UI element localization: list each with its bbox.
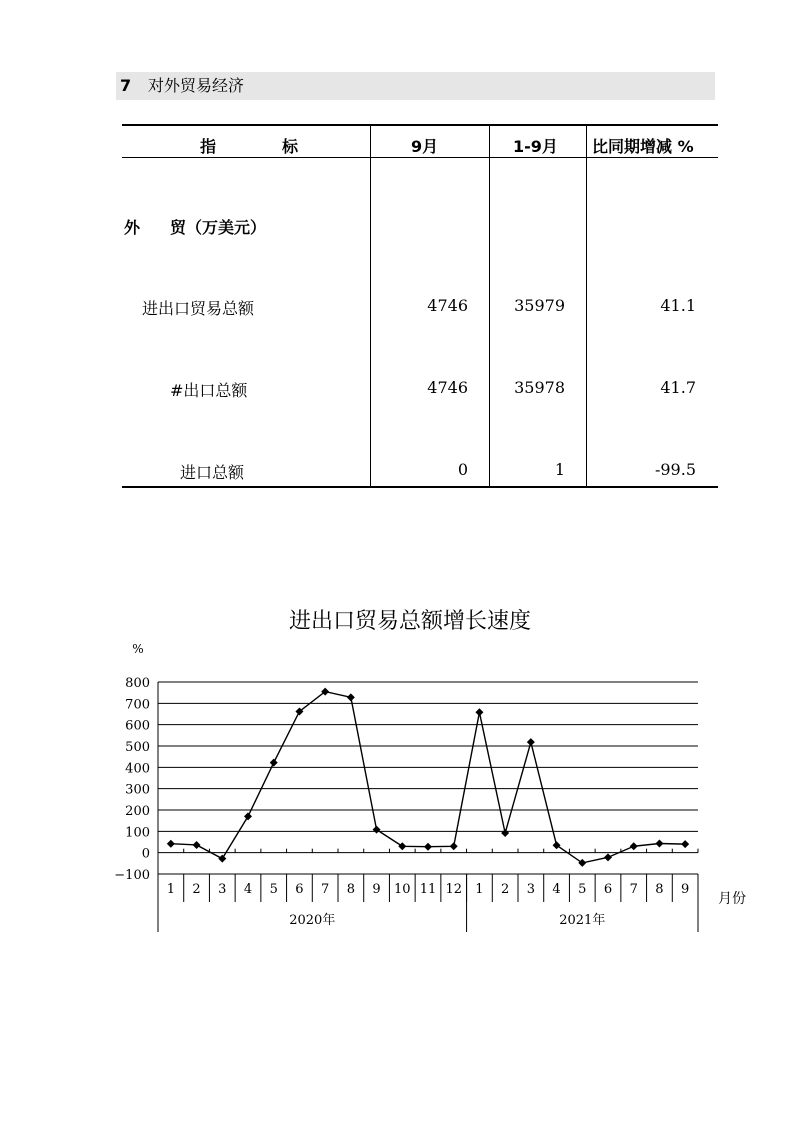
y-tick-label: 600 [125, 718, 150, 734]
x-tick-label: 3 [526, 882, 535, 897]
data-point [578, 859, 586, 867]
x-tick-label: 2 [501, 882, 510, 897]
y-tick-label: 700 [125, 697, 150, 713]
group-label-a: 外 [124, 218, 141, 237]
x-tick-label: 7 [321, 882, 330, 897]
data-point [604, 853, 612, 861]
y-tick-label: 200 [125, 804, 150, 819]
x-tick-label: 4 [243, 882, 253, 897]
chart-xlabel: 月份 [718, 891, 746, 907]
y-tick-label: 500 [125, 740, 150, 755]
x-tick-label: 3 [218, 882, 227, 897]
series-line [171, 692, 685, 863]
chart-ylabel: % [132, 642, 144, 656]
year-label: 2020年 [289, 913, 336, 928]
x-tick-label: 2 [192, 882, 201, 897]
x-tick-label: 9 [372, 882, 381, 897]
x-tick-label: 9 [681, 882, 690, 897]
x-tick-label: 10 [394, 882, 411, 897]
data-point [475, 708, 483, 716]
row-label: #出口总额 [170, 381, 248, 400]
y-tick-label: 100 [125, 825, 150, 841]
table-top-rule [122, 124, 718, 126]
row-ytd: 35978 [514, 378, 565, 397]
x-tick-label: 11 [419, 882, 437, 897]
y-tick-label: −100 [114, 868, 150, 883]
data-point [501, 829, 509, 837]
data-point [527, 738, 535, 746]
y-tick-label: 800 [125, 676, 150, 691]
trade-growth-chart [0, 590, 793, 950]
group-label-b: 贸（万美元） [170, 218, 267, 237]
data-point [450, 842, 458, 850]
data-point [270, 759, 278, 767]
x-tick-label: 12 [445, 882, 462, 897]
data-point [424, 843, 432, 851]
header-indicator-a: 指 [200, 137, 217, 156]
y-tick-label: 0 [141, 846, 150, 862]
section-number: 7 [120, 76, 132, 95]
header-month: 9月 [411, 137, 439, 156]
row-label: 进出口贸易总额 [142, 299, 255, 318]
row-yoy: 41.7 [660, 378, 696, 397]
data-point [244, 812, 252, 820]
trade-table [0, 0, 793, 500]
y-tick-label: 300 [125, 782, 150, 798]
table-header-rule [122, 157, 718, 158]
x-tick-label: 1 [475, 882, 484, 897]
x-tick-label: 8 [655, 882, 664, 897]
data-point [347, 693, 355, 701]
row-ytd: 1 [554, 460, 565, 479]
y-tick-label: 400 [125, 761, 150, 777]
x-tick-label: 6 [603, 882, 613, 897]
header-indicator-b: 标 [282, 137, 299, 156]
row-ytd: 35979 [514, 296, 565, 315]
data-point [167, 840, 175, 848]
year-label: 2021年 [559, 913, 606, 928]
data-point [398, 842, 406, 850]
data-point [681, 840, 689, 848]
x-tick-label: 5 [269, 882, 278, 897]
row-month: 4746 [427, 378, 468, 397]
row-month: 0 [457, 460, 468, 479]
table-bottom-rule [122, 486, 718, 488]
x-tick-label: 1 [166, 882, 175, 897]
header-yoy: 比同期增减 % [592, 137, 694, 156]
row-yoy: -99.5 [654, 460, 696, 479]
x-tick-label: 7 [629, 882, 638, 897]
x-tick-label: 5 [578, 882, 587, 897]
data-point [553, 841, 561, 849]
data-point [373, 826, 381, 834]
data-point [655, 839, 663, 847]
x-tick-label: 6 [295, 882, 304, 897]
data-point [218, 855, 226, 863]
x-tick-label: 4 [552, 882, 561, 897]
row-label: 进口总额 [180, 463, 245, 482]
header-ytd: 1-9月 [513, 137, 558, 156]
chart-title: 进出口贸易总额增长速度 [288, 609, 532, 634]
section-title: 对外贸易经济 [148, 76, 245, 95]
data-point [193, 841, 201, 849]
data-point [630, 842, 638, 850]
row-yoy: 41.1 [660, 296, 696, 315]
row-month: 4746 [427, 296, 468, 315]
x-tick-label: 8 [346, 882, 355, 897]
